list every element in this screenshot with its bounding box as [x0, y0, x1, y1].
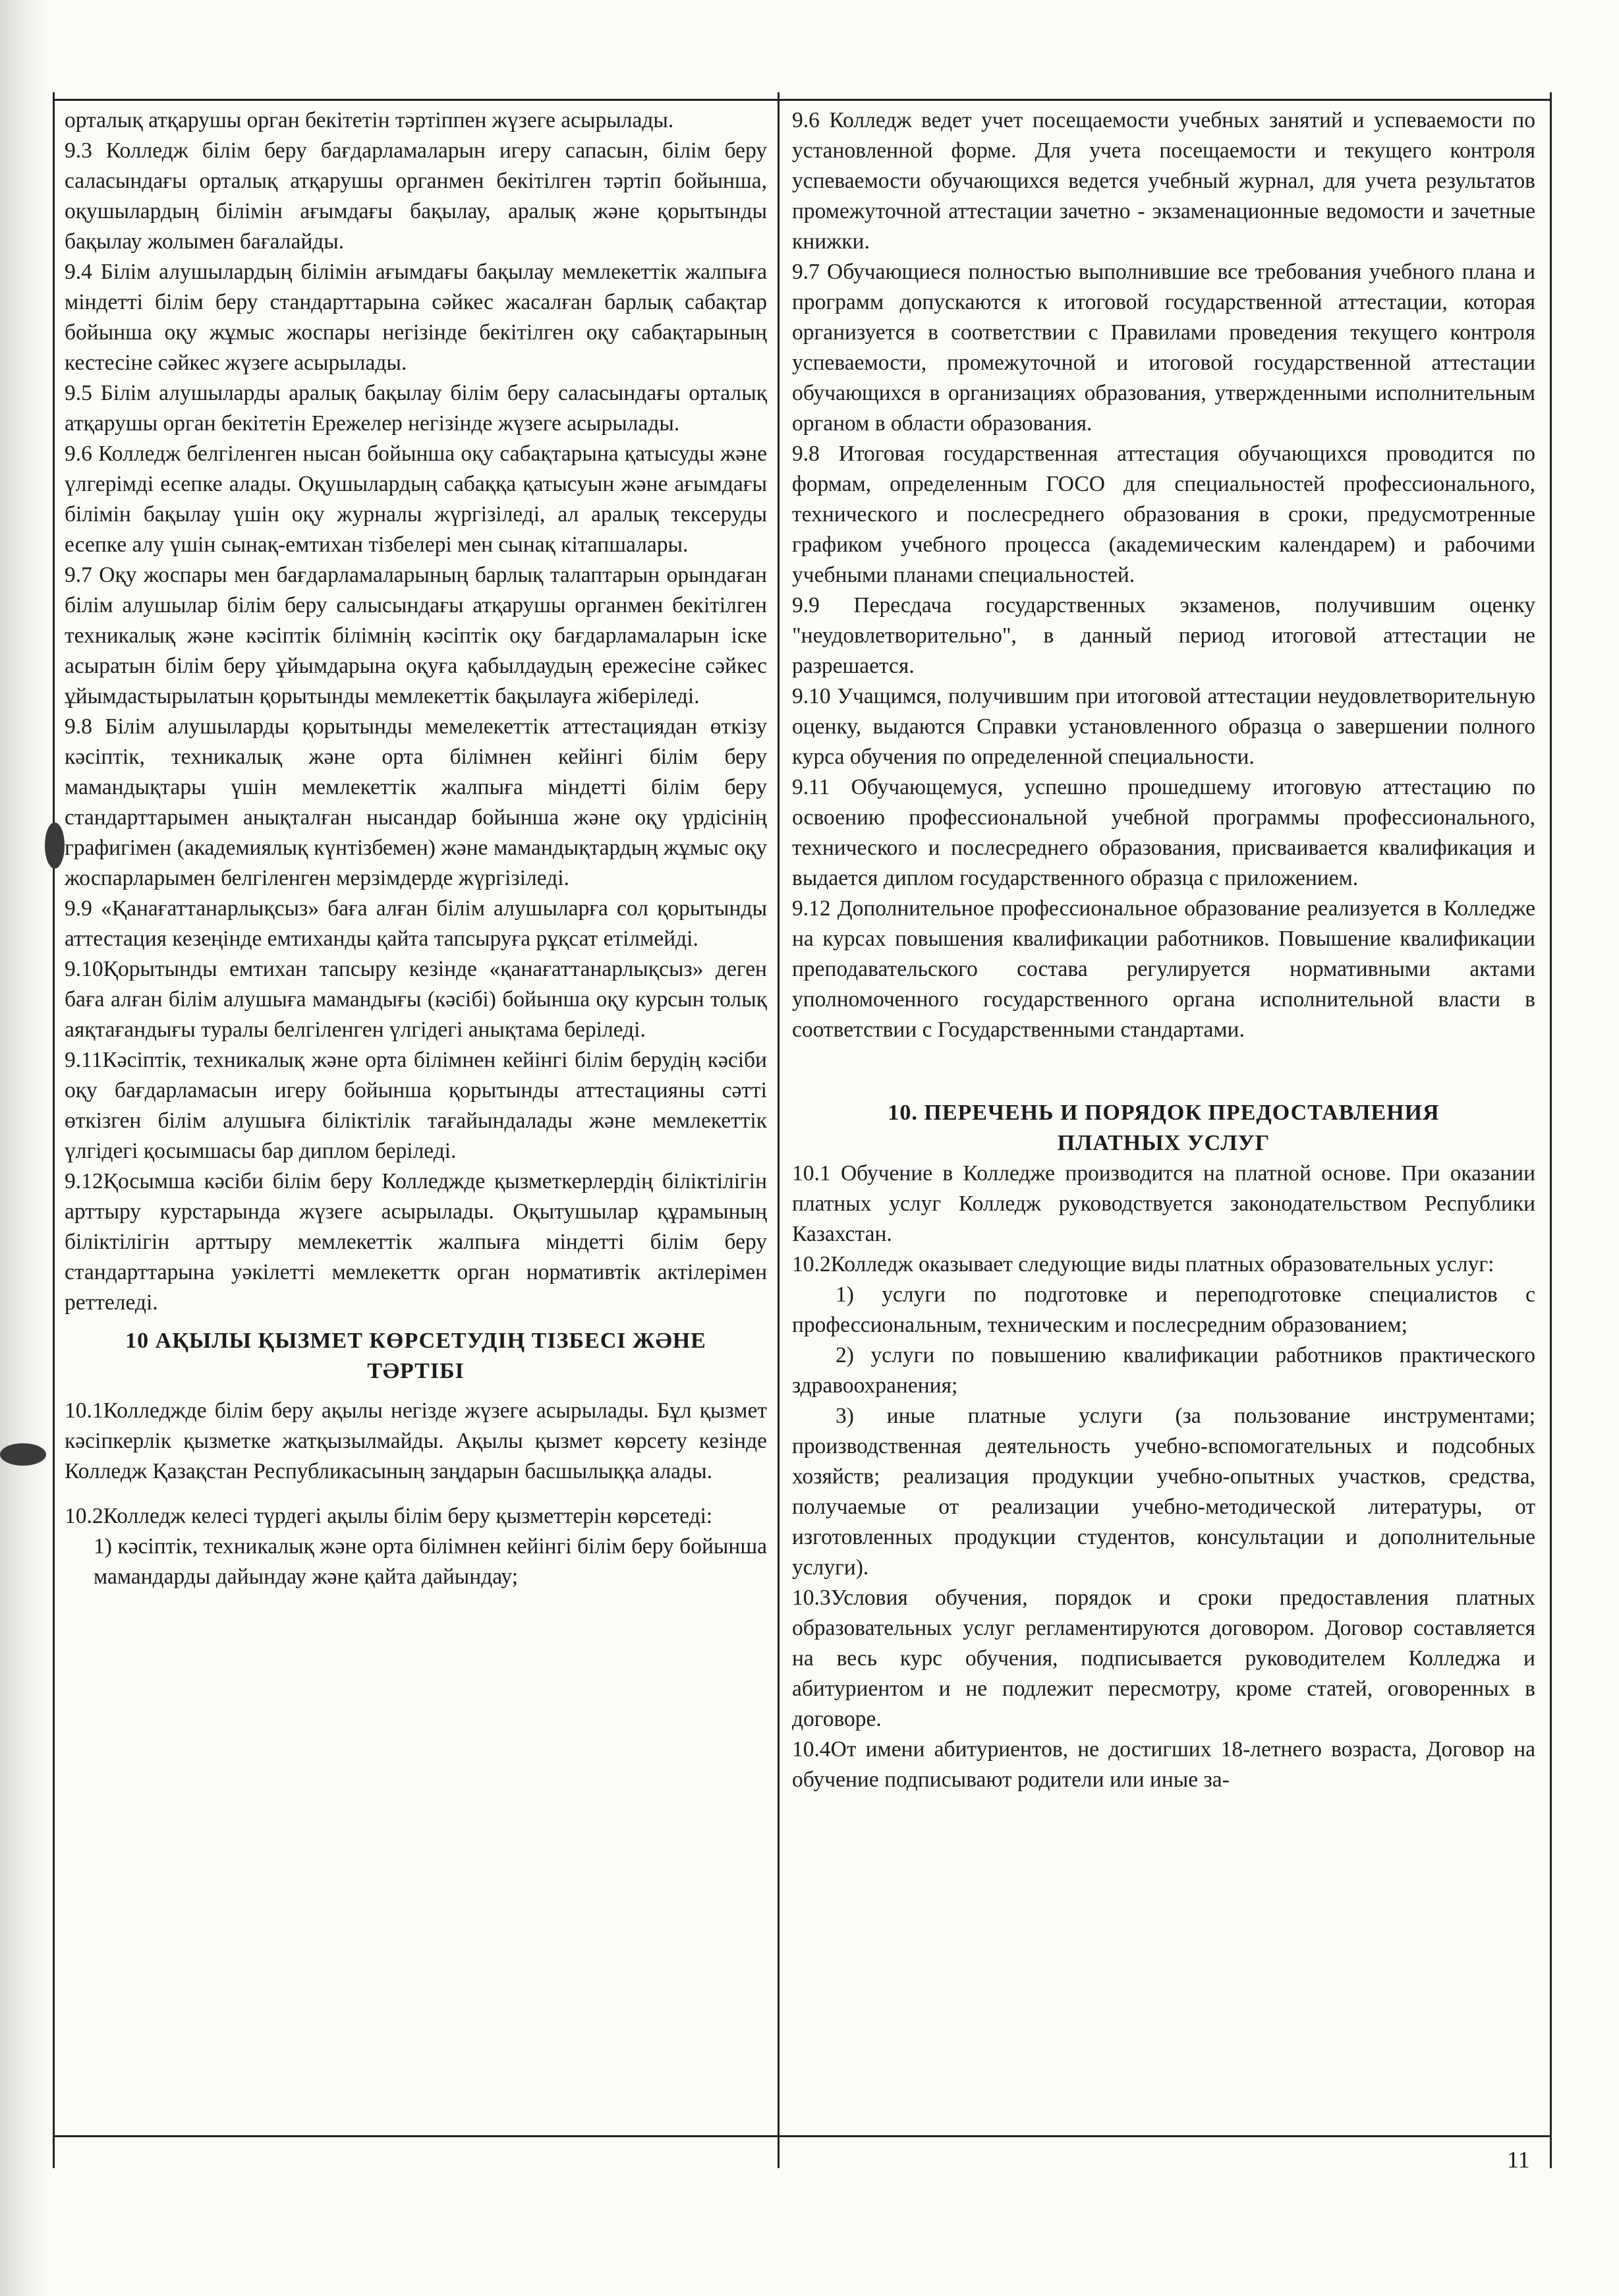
punch-hole-bottom	[0, 1443, 46, 1466]
left-section-heading-line1: 10 АҚЫЛЫ ҚЫЗМЕТ КӨРСЕТУДІҢ ТІЗБЕСІ ЖӘНЕ	[125, 1329, 706, 1353]
top-border-line	[53, 99, 1552, 101]
left-paragraph: 9.4 Білім алушылардың білімін ағымдағы бақылау мемлекеттік жалпыға міндетті білім беру стандарттарына сәйкес жасалған барлық сабақтар бойынша оқу жұмыс жоспары негізінде бекітілген оқу сабақтарының кестесіне сәйкес жүзеге асырылады.	[65, 260, 767, 375]
left-paragraph: 9.3 Колледж білім беру бағдарламаларын игеру сапасын, білім беру саласындағы орталық атқарушы органмен бекітілген тәртіп бойынша, оқушылардың білімін ағымдағы бақылау, аралық және қорытынды бақылау жолымен бағалайды.	[65, 138, 767, 254]
right-section-heading-line1: 10. ПЕРЕЧЕНЬ И ПОРЯДОК ПРЕДОСТАВЛЕНИЯ	[888, 1101, 1440, 1125]
right-section-heading	[792, 1098, 1535, 1159]
right-section-paragraph: 10.3Условия обучения, порядок и сроки предоставления платных образовательных услуг регламентируются договором. Договор составляется на весь курс обучения, подписывается руководителем Колледжа и абитуриентом и не подлежит пересмотру, кроме статей, оговоренных в договоре.	[792, 1586, 1535, 1731]
right-section-paragraph: 10.1 Обучение в Колледже производится на платной основе. При оказании платных услуг Колледж руководствуется законодательством Республики Казахстан.	[792, 1161, 1535, 1246]
scan-edge-shadow	[0, 0, 53, 2296]
left-paragraph: 9.7 Оқу жоспары мен бағдарламаларының барлық талаптарын орындаған білім алушылар білім беру салысындағы атқарушы органмен бекітілген техникалық және кәсіптік білімнің кәсіптік оқу бағдарламаларын іске асыратын білім беру ұйымдарына оқуға қабылдаудың ережесіне сәйкес ұйымдастырылатын қорытынды мемлекеттік бақылауға жіберіледі.	[65, 563, 767, 708]
left-paragraph: 9.8 Білім алушыларды қорытынды мемелекеттік аттестациядан өткізу кәсіптік, техникалық және орта білімнен кейінгі білім беру мамандықтары үшін мемлекеттік жалпыға міндетті білім беру стандарттарымен анықталған нысандар бойынша және оқу үрдісінің графигімен (академиялық күнтізбемен) және мамандықтардың жұмыс оқу жоспарларымен белгіленген мерзімдерде жүргізіледі.	[65, 714, 767, 890]
right-paragraph: 9.6 Колледж ведет учет посещаемости учебных занятий и успеваемости по установленной форме. Для учета посещаемости и текущего контроля успеваемости обучающихся ведется учебный журнал, для учета результатов промежуточной аттестации зачетно - экзаменационные ведомости и зачетные книжки.	[792, 108, 1535, 254]
bottom-border-line	[53, 2135, 1552, 2137]
right-column-russian	[792, 105, 1535, 1795]
right-paragraph: 9.8 Итоговая государственная аттестация обучающихся проводится по формам, определенным ГОСО для специальностей профессионального, технического и послесреднего образования в сроки, предусмотренные графиком учебного процесса (академическим календарем) и рабочими учебными планами специальностей.	[792, 442, 1535, 587]
left-paragraph: 9.5 Білім алушыларды аралық бақылау білім беру саласындағы орталық атқарушы орган бекітетін Ережелер негізінде жүзеге асырылады.	[65, 381, 767, 436]
left-list-item: 1) кәсіптік, техникалық және орта білімнен кейінгі білім беру бойынша мамандарды дайындау және қайта дайындау;	[94, 1534, 767, 1589]
left-section-paragraph: 10.2Колледж келесі түрдегі ақылы білім беру қызметтерін көрсетеді:	[65, 1504, 713, 1528]
right-section-paragraph: 10.4От имени абитуриентов, не достигших 18-летнего возраста, Договор на обучение подписывают родители или иные за-	[792, 1737, 1535, 1792]
right-paragraph: 9.7 Обучающиеся полностью выполнившие все требования учебного плана и программ допускаются к итоговой государственной аттестации, которая организуется в соответствии с Правилами проведения текущего контроля успеваемости, промежуточной и итоговой государственной аттестации обучающихся в организациях образования, утвержденными исполнительным органом в области образования.	[792, 260, 1535, 436]
page-number: 11	[1507, 2146, 1530, 2173]
left-paragraph: 9.11Кәсіптік, техникалық және орта білімнен кейінгі білім берудің кәсіби оқу бағдарламасын игеру бойынша қорытынды аттестацияны сәтті өткізген білім алушыға біліктілік тағайындалады және мемлекеттік үлгідегі қосымшасы бар диплом беріледі.	[65, 1048, 767, 1163]
left-border-line	[53, 92, 55, 2168]
right-list-item: 3) иные платные услуги (за пользование инструментами; производственная деятельность учебно-вспомогательных и подсобных хозяйств; реализация продукции учебно-опытных участков, средства, получаемые от реализации учебно-методической литературы, от изготовленных продукции студентов, консультации и дополнительные услуги).	[792, 1404, 1535, 1580]
left-section-paragraph: 10.1Колледжде білім беру ақылы негізде жүзеге асырылады. Бұл қызмет кәсіпкерлік қызметке жатқызылмайды. Ақылы қызмет көрсету кезінде Колледж Қазақстан Республикасының заңдарын басшылыққа алады.	[65, 1398, 767, 1483]
left-paragraph: 9.6 Колледж белгіленген нысан бойынша оқу сабақтарына қатысуды және үлгерімді есепке алады. Оқушылардың сабаққа қатысуын және ағымдағы білімін бақылау үшін оқу журналы жүргізіледі, ал аралық тексеруды есепке алу үшін сынақ-емтихан тізбелері мен сынақ кітапшалары.	[65, 442, 767, 557]
left-column-kazakh	[65, 105, 767, 1592]
right-section-heading-line2: ПЛАТНЫХ УСЛУГ	[1057, 1131, 1270, 1155]
column-divider-line	[778, 92, 780, 2168]
right-list-item: 2) услуги по повышению квалификации работников практического здравоохранения;	[792, 1343, 1535, 1398]
left-paragraph: 9.9 «Қанағаттанарлықсыз» баға алған білім алушыларға сол қорытынды аттестация кезеңінде емтиханды қайта тапсыруға рұқсат етілмейді.	[65, 896, 767, 951]
left-paragraph: 9.10Қорытынды емтихан тапсыру кезінде «қанағаттанарлықсыз» деген баға алған білім алушыға мамандығы (кәсібі) бойынша оқу курсын толық аяқтағандығы туралы белгіленген үлгідегі анықтама беріледі.	[65, 957, 767, 1042]
right-paragraph: 9.11 Обучающемуся, успешно прошедшему итоговую аттестацию по освоению профессиональной учебной программы профессионального, технического и послесреднего образования, присваивается квалификация и выдается диплом государственного образца с приложением.	[792, 775, 1535, 890]
left-section-heading-line2: ТӘРТІБІ	[367, 1359, 465, 1383]
right-section-paragraph: 10.2Колледж оказывает следующие виды платных образовательных услуг:	[792, 1252, 1494, 1277]
left-paragraph: орталық атқарушы орган бекітетін тәртіппен жүзеге асырылады.	[65, 108, 674, 132]
right-border-line	[1550, 92, 1552, 2168]
right-paragraph: 9.9 Пересдача государственных экзаменов, получившим оценку "неудовлетворительно", в данный период итоговой аттестации не разрешается.	[792, 593, 1535, 678]
left-section-heading	[65, 1326, 767, 1387]
left-paragraph: 9.12Қосымша кәсіби білім беру Колледжде қызметкерлердің біліктілігін арттыру курстарында жүзеге асырылады. Оқытушылар құрамының біліктілігін арттыру мемлекеттік жалпыға міндетті білім беру стандарттарына уәкілетті мемлекеттк орган нормативтік актілерімен реттеледі.	[65, 1169, 767, 1315]
right-paragraph: 9.10 Учащимся, получившим при итоговой аттестации неудовлетворительную оценку, выдаются Справки установленного образца о завершении полного курса обучения по определенной специальности.	[792, 684, 1535, 769]
right-list-item: 1) услуги по подготовке и переподготовке специалистов с профессиональным, техническим и послесредним образованием;	[792, 1282, 1535, 1337]
right-paragraph: 9.12 Дополнительное профессиональное образование реализуется в Колледже на курсах повышения квалификации работников. Повышение квалификации преподавательского состава регулируется нормативными актами уполномоченного государственного органа исполнительной власти в соответствии с Государственными стандартами.	[792, 896, 1535, 1042]
punch-hole-top	[45, 822, 65, 869]
